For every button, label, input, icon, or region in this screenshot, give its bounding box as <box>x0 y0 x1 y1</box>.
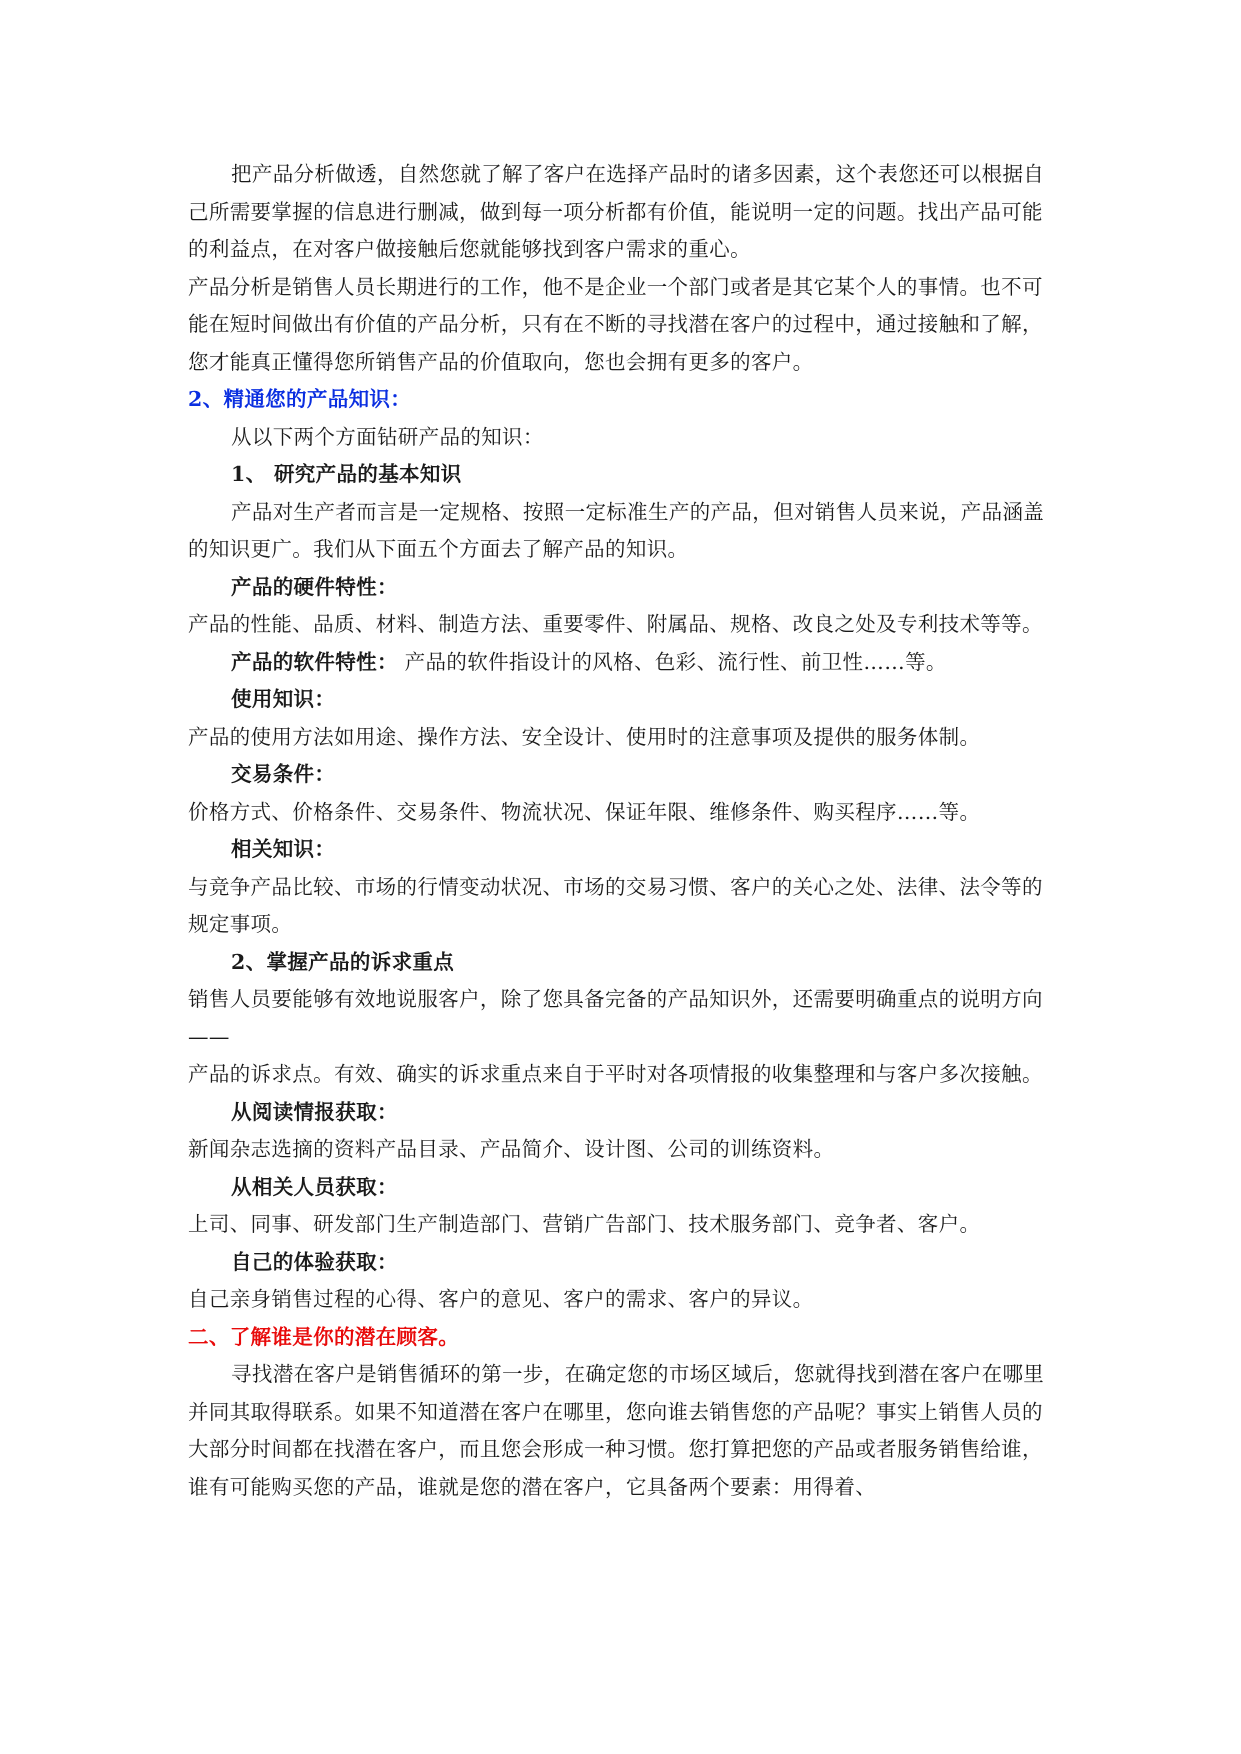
label-usage-knowledge: 使用知识： <box>231 687 336 711</box>
part-heading-potential-customers: 二、了解谁是你的潜在顾客。 <box>188 1324 460 1349</box>
text-software-features: 产品的软件指设计的风格、色彩、流行性、前卫性……等。 <box>397 649 947 674</box>
row-software-features <box>188 644 1048 682</box>
subheading-basic-knowledge: 1、 研究产品的基本知识 <box>231 462 462 486</box>
paragraph-usage-knowledge: 产品的使用方法如用途、操作方法、安全设计、使用时的注意事项及提供的服务体制。 <box>188 724 981 749</box>
paragraph-trade-conditions: 价格方式、价格条件、交易条件、物流状况、保证年限、维修条件、购买程序……等。 <box>188 799 981 824</box>
label-trade-conditions: 交易条件： <box>231 762 336 786</box>
paragraph-selling-points-source: 产品的诉求点。有效、确实的诉求重点来自于平时对各项情报的收集整理和与客户多次接触。 <box>188 1062 1043 1086</box>
paragraph-hardware-features: 产品的性能、品质、材料、制造方法、重要零件、附属品、规格、改良之处及专利技术等等。 <box>188 612 1043 636</box>
paragraph-selling-points-direction: 销售人员要能够有效地说服客户，除了您具备完备的产品知识外，还需要明确重点的说明方向—— <box>188 987 1043 1049</box>
paragraph-from-reading: 新闻杂志选摘的资料产品目录、产品简介、设计图、公司的训练资料。 <box>188 1137 835 1161</box>
paragraph-product-analysis-long-term: 产品分析是销售人员长期进行的工作，他不是企业一个部门或者是其它某个人的事情。也不可能在短时间做出有价值的产品分析，只有在不断的寻找潜在客户的过程中，通过接触和了解，您才能真正懂得您所销售产品的价值取向，您也会拥有更多的客户。 <box>188 274 1043 374</box>
paragraph-basic-knowledge: 产品对生产者而言是一定规格、按照一定标准生产的产品，但对销售人员来说，产品涵盖的知识更广。我们从下面五个方面去了解产品的知识。 <box>188 499 1045 561</box>
document-body <box>188 156 1048 1506</box>
paragraph-from-experience: 自己亲身销售过程的心得、客户的意见、客户的需求、客户的异议。 <box>188 1287 814 1311</box>
paragraph-from-people: 上司、同事、研发部门生产制造部门、营销广告部门、技术服务部门、竞争者、客户。 <box>188 1212 981 1236</box>
label-hardware-features: 产品的硬件特性： <box>231 574 398 599</box>
label-related-knowledge: 相关知识： <box>231 837 336 861</box>
label-software-features: 产品的软件特性： <box>231 649 398 674</box>
paragraph-potential-customers: 寻找潜在客户是销售循环的第一步，在确定您的市场区域后，您就得找到潜在客户在哪里并同其取得联系。如果不知道潜在客户在哪里，您向谁去销售您的产品呢？事实上销售人员的大部分时间都在找潜在客户，而且您会形成一种习惯。您打算把您的产品或者服务销售给谁，谁有可能购买您的产品，谁就是您的潜在客户，它具备两个要素：用得着、 <box>188 1362 1045 1499</box>
label-from-reading: 从阅读情报获取： <box>231 1099 398 1124</box>
label-from-people: 从相关人员获取： <box>231 1174 398 1199</box>
paragraph-related-knowledge: 与竞争产品比较、市场的行情变动状况、市场的交易习惯、客户的关心之处、法律、法令等的规定事项。 <box>188 874 1043 936</box>
paragraph-two-aspects: 从以下两个方面钻研产品的知识： <box>231 424 544 449</box>
label-from-experience: 自己的体验获取： <box>231 1249 398 1274</box>
subheading-selling-points: 2、掌握产品的诉求重点 <box>231 949 455 974</box>
section-heading-product-knowledge: 2、精通您的产品知识： <box>188 387 412 411</box>
paragraph-product-analysis-intro: 把产品分析做透，自然您就了解了客户在选择产品时的诸多因素，这个表您还可以根据自己所需要掌握的信息进行删减，做到每一项分析都有价值，能说明一定的问题。找出产品可能的利益点，在对客户做接触后您就能够找到客户需求的重心。 <box>188 162 1045 261</box>
